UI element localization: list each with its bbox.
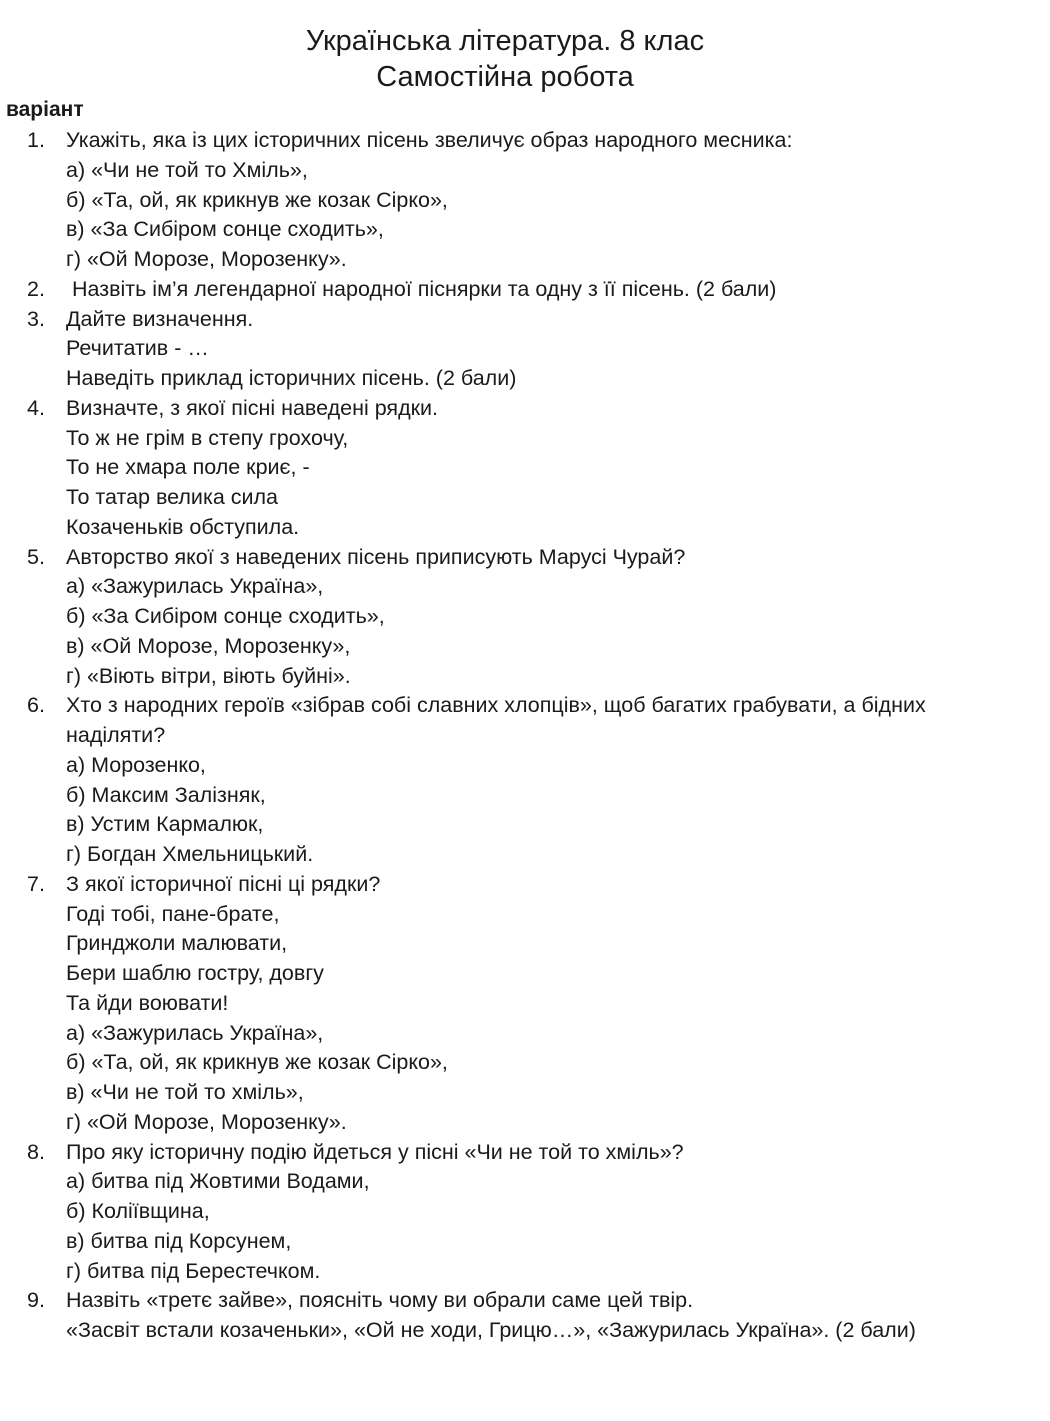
question-line <box>0 781 1050 811</box>
question-number: 5. <box>27 544 45 569</box>
line-text: То не хмара поле криє, - <box>66 455 310 480</box>
question-text <box>0 870 1050 900</box>
question-number: 2. <box>27 276 45 301</box>
line-text: «Засвіт встали козаченьки», «Ой не ходи, Грицю…», «Зажурилась Україна». (2 бали) <box>66 1318 916 1342</box>
question-line <box>0 959 1050 989</box>
line-text: г) битва під Берестечком. <box>66 1258 321 1283</box>
question-line <box>0 1197 1050 1227</box>
question-line <box>0 632 1050 662</box>
line-text: То татар велика сила <box>66 485 279 509</box>
question-text <box>0 126 1050 156</box>
question-item <box>0 1286 1050 1346</box>
question-text <box>0 305 1050 335</box>
line-text: Та йди воювати! <box>66 990 229 1015</box>
question-item <box>0 126 1050 275</box>
question-line <box>0 810 1050 840</box>
line-text: Наведіть приклад історичних пісень. (2 бали) <box>66 366 517 390</box>
line-text: Козаченьків обступила. <box>66 514 300 539</box>
question-line <box>0 1257 1050 1287</box>
question-line <box>0 245 1050 275</box>
question-line <box>0 721 1050 751</box>
question-number: 4. <box>27 395 45 420</box>
line-text: З якої історичної пісні ці рядки? <box>66 871 381 896</box>
question-line <box>0 840 1050 870</box>
question-number: 8. <box>27 1139 45 1164</box>
line-text: Авторство якої з наведених пісень приписують Марусі Чурай? <box>66 544 686 569</box>
line-text: Укажіть, яка із цих історичних пісень звеличує образ народного месника: <box>66 128 793 152</box>
question-line <box>0 1078 1050 1108</box>
line-text: а) Морозенко, <box>66 752 206 777</box>
question-item <box>0 691 1050 870</box>
question-text <box>0 1286 1050 1316</box>
line-text: То ж не грім в степу грохочу, <box>66 425 349 450</box>
line-text: Гринджоли малювати, <box>66 931 288 956</box>
line-text: Годі тобі, пане-брате, <box>66 901 280 926</box>
question-line <box>0 483 1050 513</box>
question-number: 3. <box>27 306 45 331</box>
question-number: 6. <box>27 693 45 718</box>
question-line <box>0 186 1050 216</box>
question-number: 7. <box>27 871 45 896</box>
line-text: Речитатив - … <box>66 336 209 361</box>
line-text: г) «Ой Морозе, Морозенку». <box>66 1109 347 1134</box>
question-text <box>0 691 1050 721</box>
question-line <box>0 602 1050 632</box>
question-number: 1. <box>27 128 45 152</box>
question-line <box>0 364 1050 394</box>
line-text: г) «Ой Морозе, Морозенку». <box>66 247 347 271</box>
question-line <box>0 1227 1050 1257</box>
line-text: б) «Та, ой, як крикнув же козак Сірко», <box>66 1050 448 1075</box>
question-line <box>0 662 1050 692</box>
line-text: Назвіть «третє зайве», поясніть чому ви обрали саме цей твір. <box>66 1288 694 1313</box>
question-line <box>0 156 1050 186</box>
question-text <box>0 394 1050 424</box>
question-line <box>0 513 1050 543</box>
line-text: в) «За Сибіром сонце сходить», <box>66 217 384 242</box>
question-line <box>0 1019 1050 1049</box>
question-line <box>0 1048 1050 1078</box>
line-text: г) «Віють вітри, віють буйні». <box>66 663 351 688</box>
line-text: в) Устим Кармалюк, <box>66 812 264 837</box>
page-title: Українська література. 8 клас <box>305 25 705 57</box>
line-text: наділяти? <box>66 723 166 747</box>
line-text: а) «Зажурилась Україна», <box>66 1020 324 1045</box>
question-item <box>0 543 1050 692</box>
question-line <box>0 424 1050 454</box>
page-subtitle: Самостійна робота <box>376 61 634 93</box>
line-text: Дайте визначення. <box>66 306 254 331</box>
question-line <box>0 334 1050 364</box>
line-text: б) «За Сибіром сонце сходить», <box>66 604 385 628</box>
question-line <box>0 900 1050 930</box>
line-text: в) битва під Корсунем, <box>66 1228 292 1253</box>
question-item <box>0 394 1050 543</box>
question-list <box>0 126 1050 1346</box>
question-line <box>0 572 1050 602</box>
line-text: в) «Ой Морозе, Морозенку», <box>66 633 351 658</box>
line-text: б) «Та, ой, як крикнув же козак Сірко», <box>66 187 448 212</box>
line-text: Назвіть ім’я легендарної народної піснярки та одну з її пісень. (2 бали) <box>66 276 777 301</box>
line-text: Бери шаблю гостру, довгу <box>66 961 324 985</box>
question-item <box>0 275 1050 305</box>
question-line <box>0 751 1050 781</box>
line-text: а) битва під Жовтими Водами, <box>66 1169 370 1194</box>
line-text: б) Коліївщина, <box>66 1199 210 1223</box>
question-line <box>0 1108 1050 1138</box>
variant-label: варіант <box>6 98 84 121</box>
line-text: а) «Чи не той то Хміль», <box>66 157 308 182</box>
line-text: Визначте, з якої пісні наведені рядки. <box>66 395 439 420</box>
question-text <box>0 275 1050 305</box>
question-item <box>0 1138 1050 1287</box>
line-text: б) Максим Залізняк, <box>66 782 266 807</box>
line-text: г) Богдан Хмельницький. <box>66 842 314 866</box>
question-line <box>0 1167 1050 1197</box>
question-number: 9. <box>27 1288 45 1313</box>
question-item <box>0 870 1050 1138</box>
question-line <box>0 215 1050 245</box>
question-line <box>0 453 1050 483</box>
question-line <box>0 1316 1050 1346</box>
line-text: Хто з народних героїв «зібрав собі славних хлопців», щоб багатих грабувати, а бідних <box>66 693 926 718</box>
line-text: Про яку історичну подію йдеться у пісні «Чи не той то хміль»? <box>66 1139 684 1164</box>
question-line <box>0 989 1050 1019</box>
line-text: в) «Чи не той то хміль», <box>66 1080 304 1104</box>
question-text <box>0 1138 1050 1168</box>
question-item <box>0 305 1050 394</box>
question-line <box>0 929 1050 959</box>
question-text <box>0 543 1050 573</box>
line-text: а) «Зажурилась Україна», <box>66 574 324 599</box>
